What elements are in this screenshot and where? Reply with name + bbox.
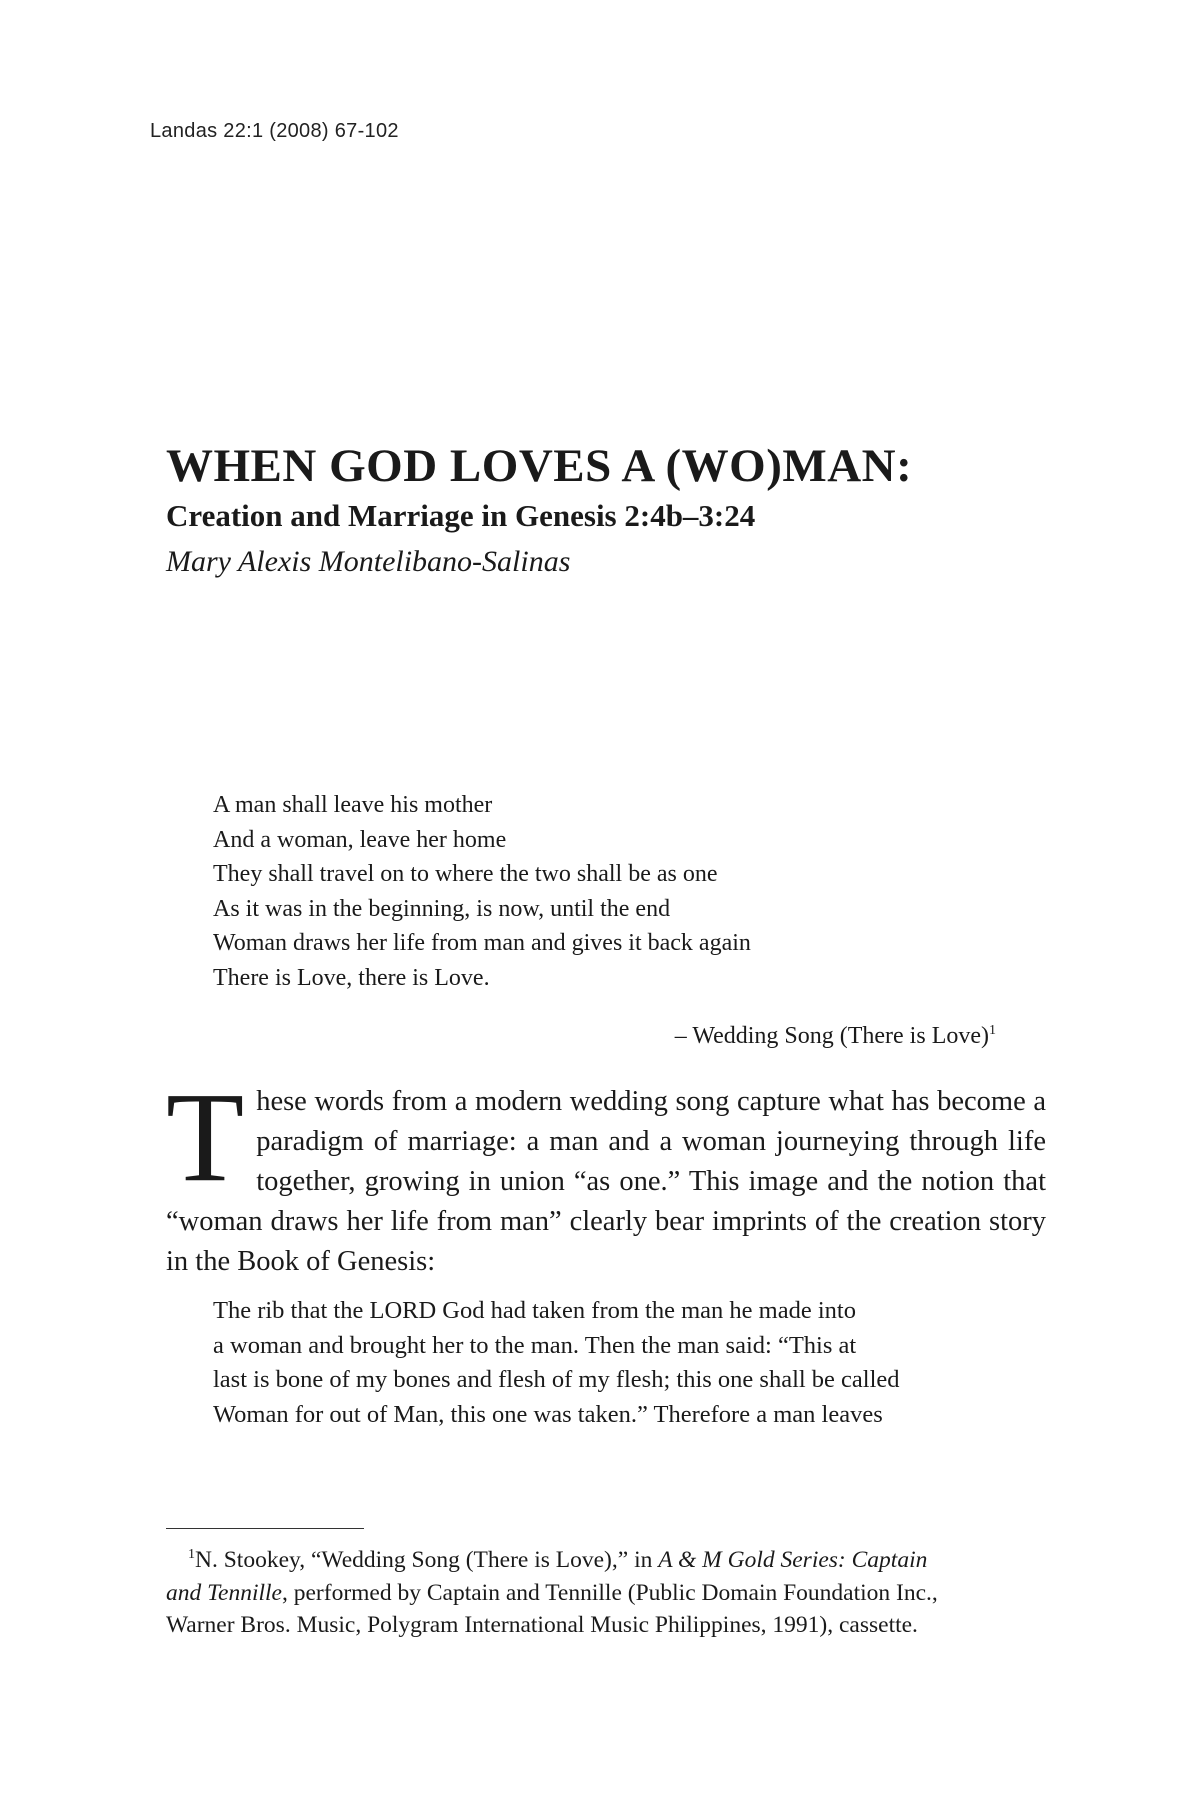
epigraph [213,788,751,996]
footnote-text: , performed by Captain and Tennille (Public Domain Foundation Inc., [282,1579,938,1606]
block-quote [213,1294,1003,1432]
footnote-line: Warner Bros. Music, Polygram International Music Philippines, 1991), cassette. [166,1612,918,1638]
footnote-line [166,1544,1046,1577]
footnote-marker: 1 [188,1547,195,1563]
epigraph-line: As it was in the beginning, is now, until the end [213,895,671,922]
footnote-italic-title: A & M Gold Series: Captain [658,1547,928,1573]
drop-cap: T [166,1066,245,1208]
block-quote-line: last is bone of my bones and flesh of my flesh; this one shall be called [213,1366,900,1394]
block-quote-line: Woman for out of Man, this one was taken.” Therefore a man leaves [213,1400,883,1428]
attribution-text: – Wedding Song (There is Love) [674,1023,989,1049]
footnote-text: N. Stookey, “Wedding Song (There is Love),” in [195,1547,659,1573]
body-text: hese words from a modern wedding song capture what has become a paradigm of marriage: a man and a woman journeying through life together, growing in union “as one.” This image and the notion that “woman draws her life from man” clearly bear imprints of the creation story in the Book of Genesis: [166,1086,1046,1277]
epigraph-line: And a woman, leave her home [213,826,507,853]
footnote-divider [166,1528,364,1529]
body-paragraph [166,1066,1046,1282]
footnote-italic-title: and Tennille [166,1579,282,1606]
article-subtitle: Creation and Marriage in Genesis 2:4b–3:24 [166,498,756,533]
epigraph-line: A man shall leave his mother [213,792,493,818]
block-quote-line: The rib that the LORD God had taken from the man he made into [213,1297,856,1324]
epigraph-line: Woman draws her life from man and gives it back again [213,930,751,957]
title-block [166,438,1066,584]
footnote-reference[interactable]: 1 [989,1023,996,1038]
footnote [166,1544,1046,1642]
epigraph-line: They shall travel on to where the two shall be as one [213,861,718,888]
epigraph-line: There is Love, there is Love. [213,964,490,991]
block-quote-line: a woman and brought her to the man. Then the man said: “This at [213,1331,857,1359]
epigraph-attribution [675,1023,996,1050]
footnote-line [166,1577,1046,1610]
running-head: Landas 22:1 (2008) 67-102 [150,120,399,142]
article-title: WHEN GOD LOVES A (WO)MAN: [166,440,913,492]
article-author: Mary Alexis Montelibano-Salinas [166,545,571,578]
